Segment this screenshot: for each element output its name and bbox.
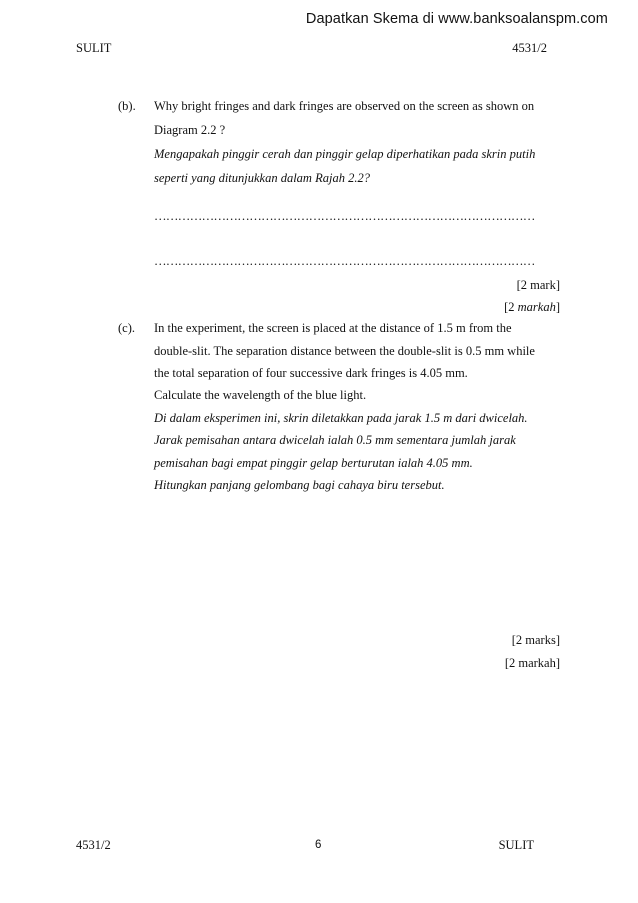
mark-ms-word: markah bbox=[517, 300, 556, 314]
question-c-en-line-1: In the experiment, the screen is placed at the distance of 1.5 m from the bbox=[154, 321, 512, 335]
question-b-mark-en: [2 mark] bbox=[516, 278, 560, 292]
question-b-mark-ms bbox=[504, 300, 560, 315]
question-c-ms-line-3: pemisahan bagi empat pinggir gelap berturutan ialah 4.05 mm. bbox=[154, 456, 473, 470]
mark-ms-close: ] bbox=[555, 300, 560, 314]
question-c-en-line-3: the total separation of four successive dark fringes is 4.05 mm. bbox=[154, 366, 468, 380]
question-c-en-line-2: double-slit. The separation distance between the double-slit is 0.5 mm while bbox=[154, 344, 535, 358]
question-c-ms-line-2: Jarak pemisahan antara dwicelah ialah 0.5 mm sementara jumlah jarak bbox=[154, 433, 516, 447]
question-c-ms-line-4: Hitungkan panjang gelombang bagi cahaya biru tersebut. bbox=[154, 478, 445, 492]
mark-ms-open: [2 bbox=[504, 300, 518, 314]
answer-line-1: …………………………………………………………………………………… bbox=[154, 209, 535, 223]
footer-left: 4531/2 bbox=[76, 838, 111, 852]
question-b-en-line-2: Diagram 2.2 ? bbox=[154, 123, 226, 137]
question-b-number: (b). bbox=[118, 99, 136, 113]
question-c-en-line-4: Calculate the wavelength of the blue light. bbox=[154, 388, 367, 402]
question-c-number: (c). bbox=[118, 321, 135, 335]
question-b-en-line-1: Why bright fringes and dark fringes are observed on the screen as shown on bbox=[154, 99, 535, 113]
question-c-ms-line-1: Di dalam eksperimen ini, skrin diletakkan pada jarak 1.5 m dari dwicelah. bbox=[154, 411, 528, 425]
question-c-mark-ms: [2 markah] bbox=[504, 656, 560, 670]
question-c-mark-en: [2 marks] bbox=[511, 633, 560, 647]
header-right: 4531/2 bbox=[512, 41, 547, 55]
question-b-ms-line-1: Mengapakah pinggir cerah dan pinggir gelap diperhatikan pada skrin putih bbox=[154, 147, 536, 161]
answer-line-2: …………………………………………………………………………………… bbox=[154, 254, 535, 268]
watermark: Dapatkan Skema di www.banksoalanspm.com bbox=[305, 11, 608, 27]
header-left: SULIT bbox=[76, 41, 112, 55]
footer-right: SULIT bbox=[498, 838, 534, 852]
page-number: 6 bbox=[315, 839, 322, 851]
question-b-ms-line-2: seperti yang ditunjukkan dalam Rajah 2.2? bbox=[154, 171, 370, 185]
